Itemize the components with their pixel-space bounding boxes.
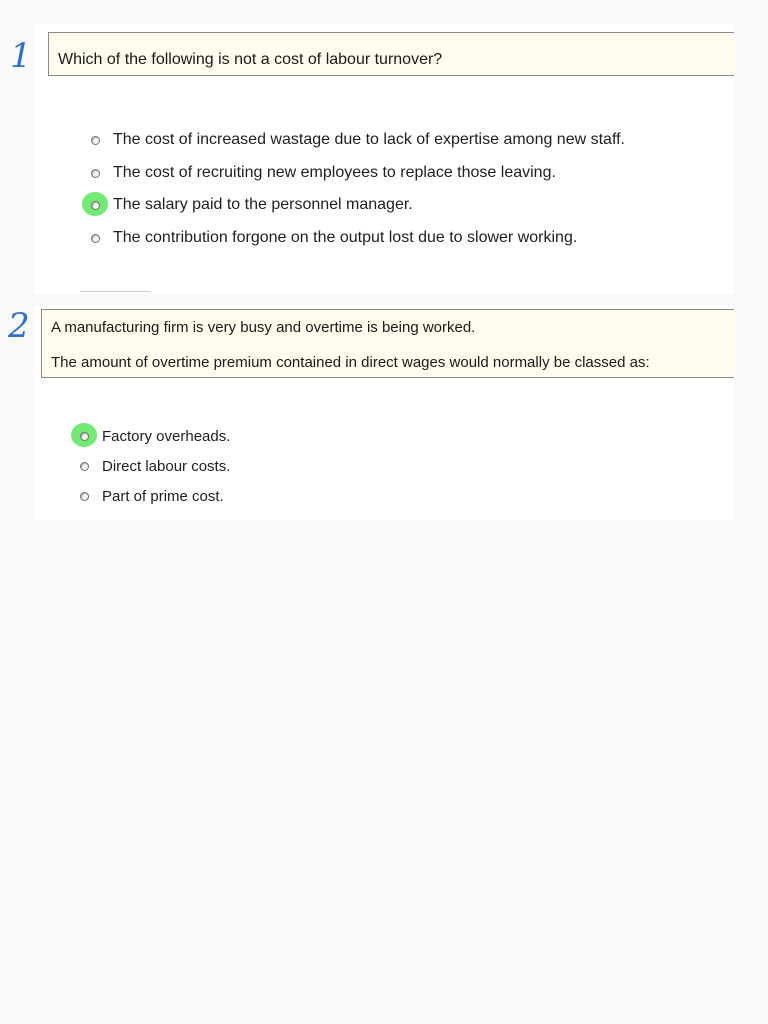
option-label: Direct labour costs. (102, 457, 231, 475)
question-2-handwritten-number: 2 (8, 306, 30, 346)
question-1-text: Which of the following is not a cost of labour turnover? (58, 51, 443, 68)
question-2-option-3[interactable] (73, 484, 224, 508)
radio-circle-icon (91, 136, 100, 145)
option-label: The cost of recruiting new employees to replace those leaving. (113, 164, 556, 181)
question-2-prompt-box (41, 309, 734, 378)
question-1-option-4[interactable] (84, 226, 577, 250)
radio-button[interactable] (73, 455, 95, 477)
question-2-option-2[interactable] (73, 454, 230, 478)
option-label: The cost of increased wastage due to lack of expertise among new staff. (113, 131, 625, 148)
radio-circle-icon (91, 234, 100, 243)
question-2-text-line-2: The amount of overtime premium contained in direct wages would normally be classed as: (51, 354, 650, 371)
radio-button-highlighted[interactable] (73, 425, 95, 447)
radio-button[interactable] (73, 485, 95, 507)
radio-button[interactable] (84, 129, 106, 151)
radio-circle-icon (80, 492, 89, 501)
question-1-handwritten-number: 1 (10, 36, 32, 76)
option-label: The salary paid to the personnel manager. (113, 196, 413, 213)
radio-button[interactable] (84, 227, 106, 249)
separator-line (80, 291, 150, 292)
option-label: Part of prime cost. (102, 487, 224, 505)
question-1-option-3[interactable] (84, 193, 413, 217)
radio-circle-icon (91, 201, 100, 210)
radio-circle-icon (80, 432, 89, 441)
option-label: Factory overheads. (102, 427, 231, 445)
radio-circle-icon (91, 169, 100, 178)
radio-button[interactable] (84, 162, 106, 184)
option-label: The contribution forgone on the output lost due to slower working. (113, 229, 578, 246)
question-1-prompt-box (48, 32, 734, 76)
question-2-text-line-1: A manufacturing firm is very busy and overtime is being worked. (51, 319, 476, 336)
question-1-option-2[interactable] (84, 161, 556, 185)
radio-button-highlighted[interactable] (84, 194, 106, 216)
question-1-option-1[interactable] (84, 128, 625, 152)
radio-circle-icon (80, 462, 89, 471)
question-2-option-1[interactable] (73, 424, 230, 448)
